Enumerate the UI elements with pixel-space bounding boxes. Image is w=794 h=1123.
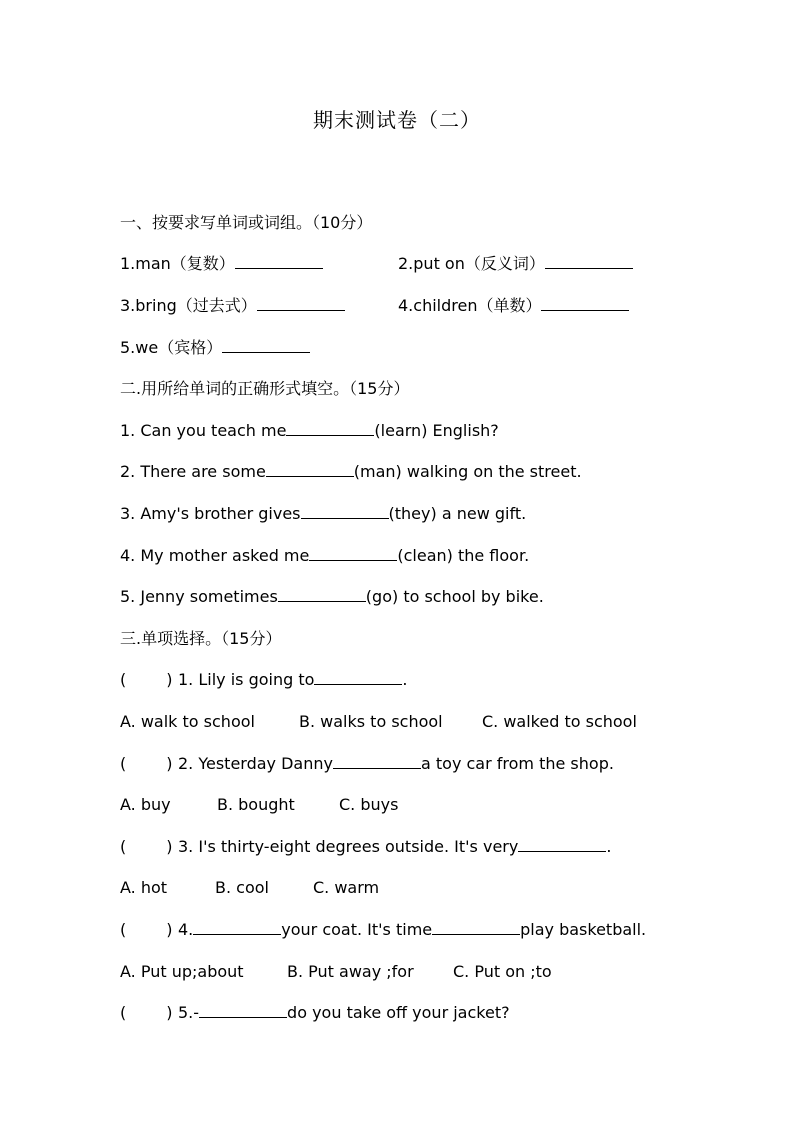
option-c[interactable]: C. buys xyxy=(339,795,399,814)
answer-blank[interactable] xyxy=(235,253,323,269)
answer-bracket[interactable] xyxy=(120,753,178,775)
question-text: . xyxy=(606,837,612,856)
section-1-heading: 一、按要求写单词或词组。（10分） xyxy=(120,213,373,232)
s2-item-4 xyxy=(120,545,529,567)
question-text: 3. I's thirty-eight degrees outside. It's very xyxy=(178,837,519,856)
s3-question-1 xyxy=(120,669,408,691)
answer-blank[interactable] xyxy=(222,337,310,353)
answer-bracket[interactable] xyxy=(120,836,178,858)
answer-blank xyxy=(199,1002,287,1018)
bracket-close: ) xyxy=(166,670,173,689)
answer-blank[interactable] xyxy=(545,253,633,269)
question-text: a toy car from the shop. xyxy=(420,754,614,773)
bracket-open: ( xyxy=(120,670,127,689)
s2-item-3 xyxy=(120,503,526,525)
s3-question-5 xyxy=(120,1002,510,1024)
answer-blank[interactable] xyxy=(541,295,629,311)
question-text: play basketball. xyxy=(520,920,647,939)
option-b[interactable]: B. bought xyxy=(217,795,295,814)
s1-item-2: 2.put on（反义词） xyxy=(398,254,545,273)
s1-row-2 xyxy=(120,295,542,317)
s2-item-text: (go) to school by bike. xyxy=(365,587,544,606)
s2-item-text: 3. Amy's brother gives xyxy=(120,504,301,523)
answer-blank xyxy=(193,919,281,935)
answer-blank xyxy=(314,669,402,685)
answer-bracket[interactable] xyxy=(120,1002,178,1024)
s1-item-4: 4.children（单数） xyxy=(398,296,542,315)
bracket-open: ( xyxy=(120,920,127,939)
question-text: 2. Yesterday Danny xyxy=(178,754,333,773)
bracket-open: ( xyxy=(120,837,127,856)
option-b[interactable]: B. walks to school xyxy=(299,712,443,731)
answer-blank xyxy=(333,753,421,769)
section-2-heading: 二.用所给单词的正确形式填空。（15分） xyxy=(120,379,410,398)
s3-options-1 xyxy=(120,711,637,733)
s2-item-text: (clean) the floor. xyxy=(397,546,530,565)
page-title: 期末测试卷（二） xyxy=(313,108,481,132)
s2-item-1 xyxy=(120,420,499,442)
s2-item-text: 2. There are some xyxy=(120,462,266,481)
s2-item-text: 1. Can you teach me xyxy=(120,421,287,440)
s2-item-text: (they) a new gift. xyxy=(388,504,527,523)
s2-item-text: (learn) English? xyxy=(374,421,499,440)
s1-item-5: 5.we（宾格） xyxy=(120,338,223,357)
s1-item-3: 3.bring（过去式） xyxy=(120,296,257,315)
bracket-open: ( xyxy=(120,1003,127,1022)
option-a[interactable]: A. walk to school xyxy=(120,712,255,731)
option-b[interactable]: B. Put away ;for xyxy=(287,962,414,981)
answer-blank[interactable] xyxy=(309,545,397,561)
s3-options-2 xyxy=(120,794,398,816)
answer-blank[interactable] xyxy=(257,295,345,311)
question-text: your coat. It's time xyxy=(281,920,433,939)
s1-item-4-wrap xyxy=(398,295,629,317)
bracket-close: ) xyxy=(166,837,173,856)
bracket-open: ( xyxy=(120,754,127,773)
answer-bracket[interactable] xyxy=(120,669,178,691)
s3-question-2 xyxy=(120,753,614,775)
option-a[interactable]: A. hot xyxy=(120,878,168,897)
s2-item-text: 4. My mother asked me xyxy=(120,546,310,565)
option-a[interactable]: A. Put up;about xyxy=(120,962,244,981)
s1-item-2-wrap xyxy=(398,253,633,275)
answer-blank[interactable] xyxy=(286,420,374,436)
s3-options-3 xyxy=(120,877,379,899)
answer-blank[interactable] xyxy=(266,461,354,477)
section-3-heading: 三.单项选择。（15分） xyxy=(120,629,282,648)
option-c[interactable]: C. warm xyxy=(313,878,380,897)
s2-item-5 xyxy=(120,586,544,608)
question-text: 5.- xyxy=(178,1003,200,1022)
question-text: do you take off your jacket? xyxy=(287,1003,510,1022)
s2-item-text: (man) walking on the street. xyxy=(353,462,582,481)
answer-blank xyxy=(432,919,520,935)
s1-item-1: 1.man（复数） xyxy=(120,254,235,273)
bracket-close: ) xyxy=(166,754,173,773)
option-a[interactable]: A. buy xyxy=(120,795,171,814)
s1-row-3 xyxy=(120,337,310,359)
answer-blank xyxy=(518,836,606,852)
question-text: 4. xyxy=(178,920,194,939)
s3-question-4 xyxy=(120,919,646,941)
s2-item-text: 5. Jenny sometimes xyxy=(120,587,278,606)
s1-row-1 xyxy=(120,253,545,275)
bracket-close: ) xyxy=(166,920,173,939)
bracket-close: ) xyxy=(166,1003,173,1022)
answer-blank[interactable] xyxy=(301,503,389,519)
option-c[interactable]: C. Put on ;to xyxy=(453,962,552,981)
answer-blank[interactable] xyxy=(278,586,366,602)
option-b[interactable]: B. cool xyxy=(215,878,269,897)
s3-question-3 xyxy=(120,836,611,858)
question-text: . xyxy=(402,670,408,689)
answer-bracket[interactable] xyxy=(120,919,178,941)
question-text: 1. Lily is going to xyxy=(178,670,315,689)
s3-options-4 xyxy=(120,961,552,983)
option-c[interactable]: C. walked to school xyxy=(482,712,637,731)
s2-item-2 xyxy=(120,461,582,483)
